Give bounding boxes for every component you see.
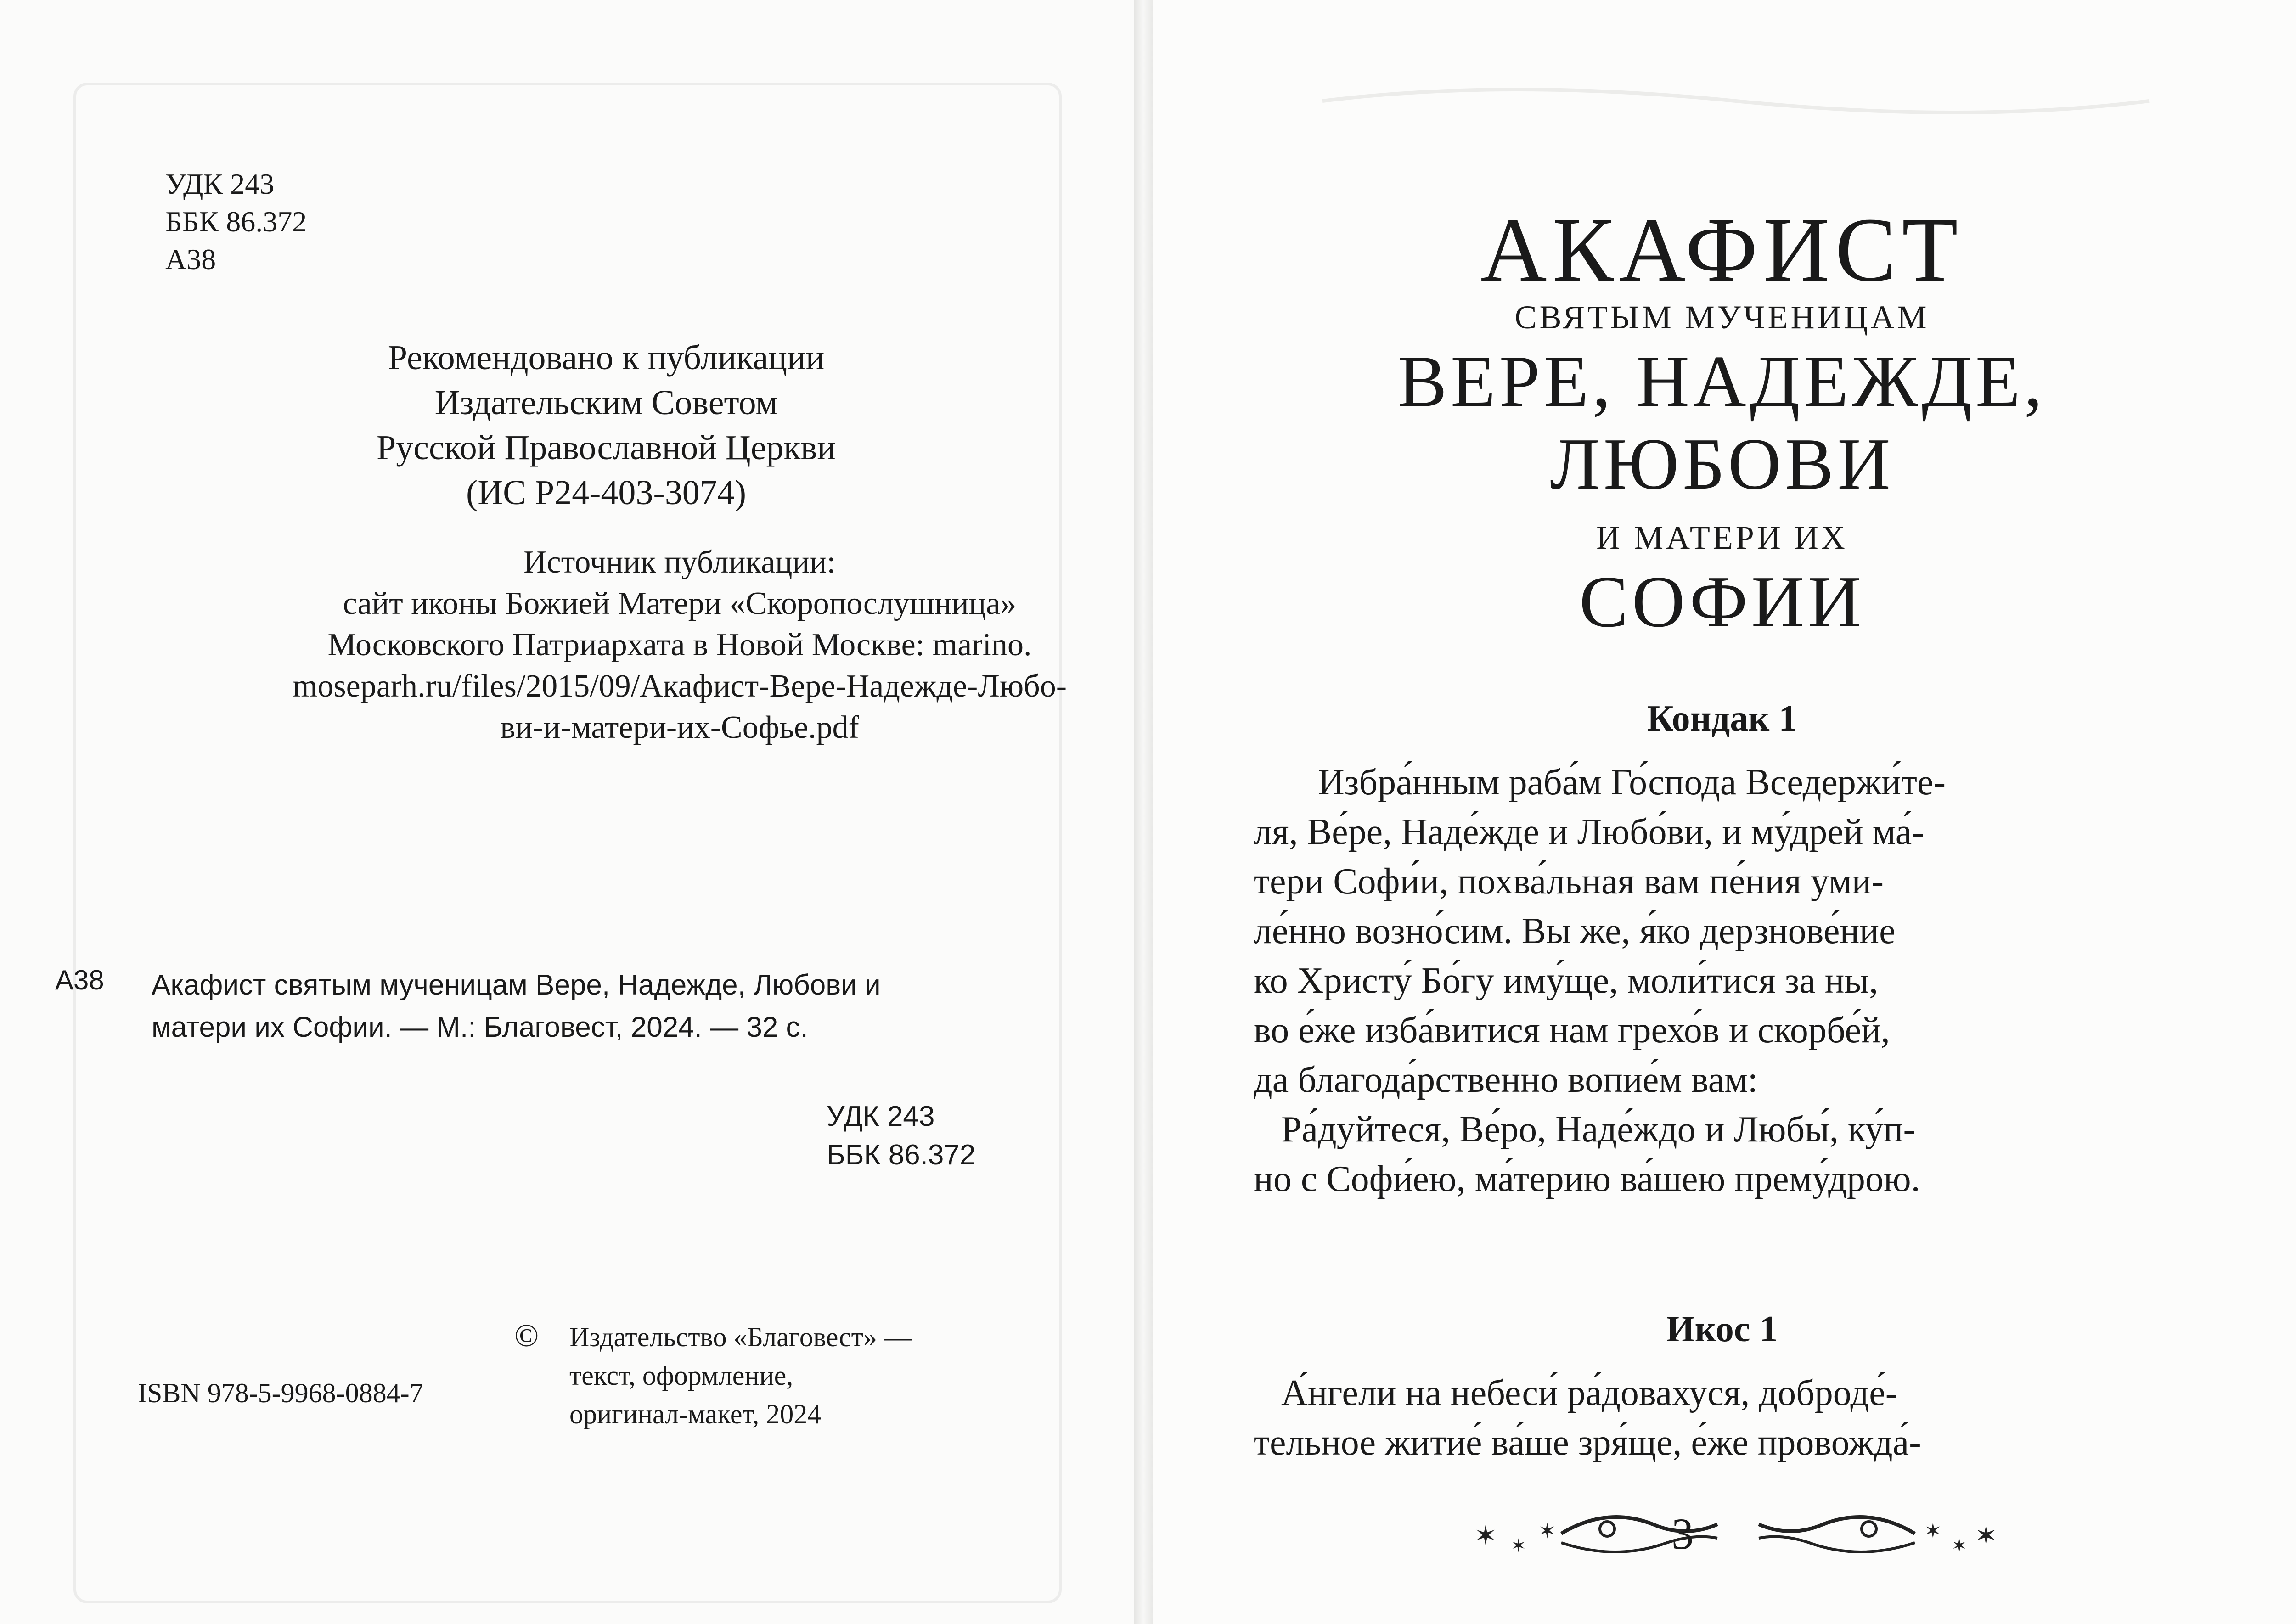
ikos-text <box>1254 1368 2172 1467</box>
title-akathist: АКАФИСТ <box>1480 199 1964 301</box>
right-flourish-icon <box>1750 1501 2007 1566</box>
udk-code: УДК 243 <box>165 168 275 200</box>
source-line: ви-и-матери-их-Софье.pdf <box>500 710 859 745</box>
svg-text:✶: ✶ <box>1538 1518 1556 1543</box>
recommendation-line: (ИС Р24-403-3074) <box>466 473 747 512</box>
svg-text:✶: ✶ <box>1511 1535 1526 1557</box>
page-number: 3 <box>1671 1509 1694 1558</box>
svg-text:✶: ✶ <box>1924 1518 1942 1543</box>
kondak-heading: Кондак 1 <box>1647 698 1797 739</box>
bib-line: Акафист святым мученицам Вере, Надежде, Любови и <box>152 969 881 1001</box>
show-through-ornament-icon <box>1277 73 2195 129</box>
bib-classification-codes <box>827 1097 975 1174</box>
source-line: сайт иконы Божией Матери «Скоропослушница» <box>343 586 1017 621</box>
copyright-sign: © <box>514 1318 539 1354</box>
recommendation-block <box>0 335 1212 515</box>
title-names-2: ЛЮБОВИ <box>1550 423 1894 505</box>
kondak-line: да благода́рственно вопие́м вам: <box>1254 1060 1758 1100</box>
svg-text:✶: ✶ <box>1952 1535 1967 1557</box>
source-line: Московского Патриархата в Новой Москве: marino. <box>327 627 1032 663</box>
recommendation-line: Рекомендовано к публикации <box>388 338 825 377</box>
kondak-line: ко Христу́ Бо́гу иму́ще, моли́тися за ны, <box>1254 961 1879 1001</box>
kondak-text <box>1254 758 2172 1204</box>
recommendation-line: Издательским Советом <box>434 383 778 422</box>
kondak-line: ля, Ве́ре, Наде́жде и Любо́ви, и му́дрей ма́- <box>1254 812 1924 852</box>
kondak-line: тери Софи́и, похва́льная вам пе́ния уми- <box>1254 861 1884 902</box>
source-block <box>138 542 1221 748</box>
bibliographic-entry <box>152 964 1024 1049</box>
svg-text:✶: ✶ <box>1474 1520 1497 1552</box>
title-sofia: СОФИИ <box>1579 561 1865 642</box>
source-line: Источник публикации: <box>523 545 836 580</box>
title-names-1: ВЕРЕ, НАДЕЖДЕ, <box>1398 340 2046 422</box>
ikos-heading: Икос 1 <box>1666 1309 1778 1349</box>
author-mark: А38 <box>165 243 216 275</box>
copyright-block <box>569 1318 912 1433</box>
copyright-line: оригинал-макет, 2024 <box>569 1399 822 1429</box>
refrain-line: Ра́дуйтеся, Ве́ро, Наде́ждо и Любы́, ку́п- <box>1281 1109 1916 1150</box>
isbn: ISBN 978-5-9968-0884-7 <box>138 1378 423 1408</box>
classification-codes <box>165 165 307 278</box>
bib-line: матери их Софии. — М.: Благовест, 2024. — 32 с. <box>152 1011 808 1043</box>
show-through-frame <box>73 83 1062 1603</box>
copyright-line: текст, оформление, <box>569 1360 793 1391</box>
kondak-line: Избра́нным раба́м Го́спода Вседержи́те- <box>1318 762 1946 803</box>
copyright-line: Издательство «Благовест» — <box>569 1322 912 1352</box>
title-dedication: СВЯТЫМ МУЧЕНИЦАМ <box>1514 299 1930 336</box>
title-mother: И МАТЕРИ ИХ <box>1596 519 1848 556</box>
refrain-line: но с Софи́ею, ма́терию ва́шею прему́дрою. <box>1254 1159 1920 1199</box>
bbk-code: ББК 86.372 <box>165 205 307 238</box>
bib-bbk: ББК 86.372 <box>827 1139 976 1171</box>
ikos-line: А́нгели на небеси́ ра́довахуся, доброде́- <box>1281 1373 1898 1413</box>
source-line: moseparh.ru/files/2015/09/Акафист-Вере-Надежде-Любо- <box>292 669 1067 704</box>
svg-text:✶: ✶ <box>1975 1520 1998 1552</box>
bib-author-mark: А38 <box>55 965 104 995</box>
recommendation-line: Русской Православной Церкви <box>376 428 836 467</box>
bib-udk: УДК 243 <box>827 1101 935 1132</box>
ikos-line: тельное житие́ ва́ше зря́ще, е́же провожда́- <box>1254 1422 1921 1463</box>
kondak-line: ле́нно возно́сим. Вы же, я́ко дерзнове́ние <box>1254 911 1896 951</box>
kondak-line: во е́же изба́витися нам грехо́в и скорбе́й, <box>1254 1010 1890 1051</box>
